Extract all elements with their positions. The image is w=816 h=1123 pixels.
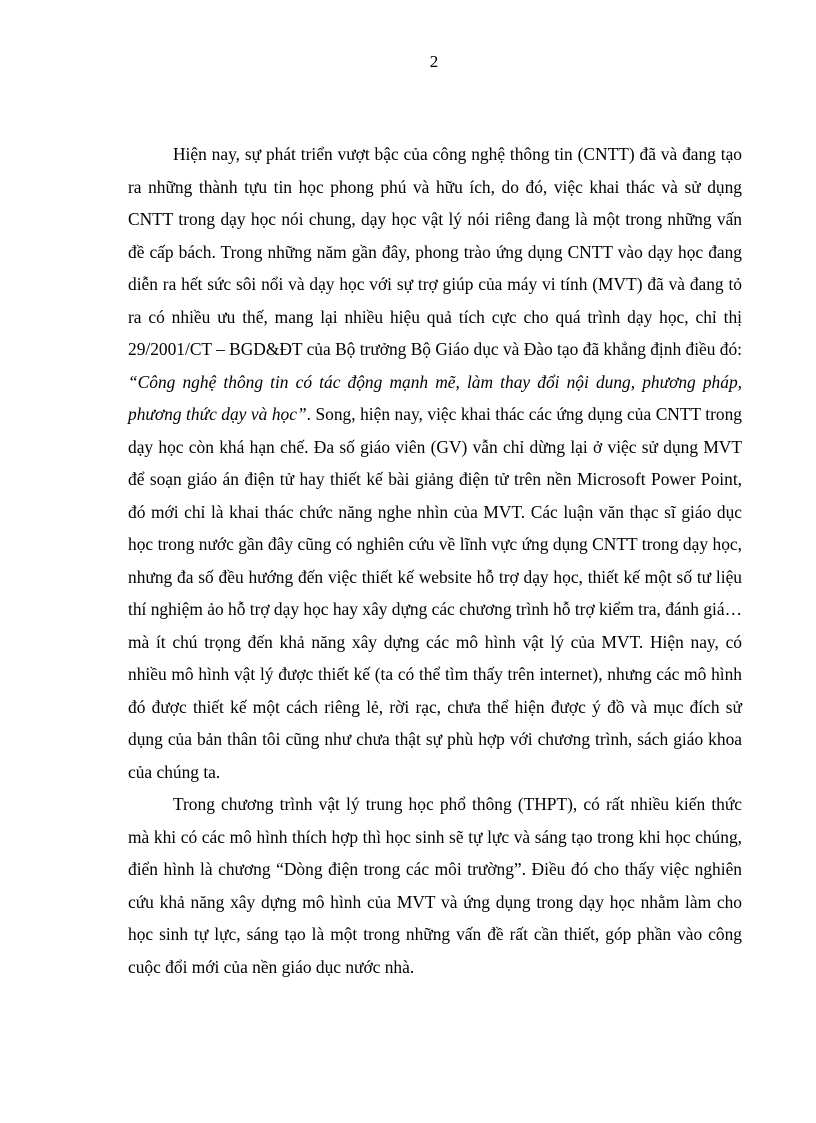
- paragraph-curriculum: Trong chương trình vật lý trung học phổ thông (THPT), có rất nhiều kiến thức mà khi có các mô hình thích hợp thì học sinh sẽ tự lực và sáng tạo trong khi học chúng, điển hình là chương “Dòng điện trong các môi trường”. Điều đó cho thấy việc nghiên cứu khả năng xây dựng mô hình của MVT và ứng dụng trong dạy học nhằm làm cho học sinh tự lực, sáng tạo là một trong những vấn đề rất cần thiết, góp phần vào công cuộc đổi mới của nền giáo dục nước nhà.: [128, 794, 742, 977]
- paragraph-introduction-text-after-quote: . Song, hiện nay, việc khai thác các ứng dụng của CNTT trong dạy học còn khá hạn chế. Đa số giáo viên (GV) vẫn chỉ dừng lại ở việc sử dụng MVT để soạn giáo án điện tử hay thiết kế bài giảng điện tử trên nền Microsoft Power Point, đó mới chỉ là khai thác chức năng nghe nhìn của MVT. Các luận văn thạc sĩ giáo dục học trong nước gần đây cũng có nghiên cứu về lĩnh vực ứng dụng CNTT trong dạy học, nhưng đa số đều hướng đến việc thiết kế website hỗ trợ dạy học, thiết kế một số tư liệu thí nghiệm ảo hỗ trợ dạy học hay xây dựng các chương trình hỗ trợ kiểm tra, đánh giá…mà ít chú trọng đến khả năng xây dựng các mô hình vật lý của MVT. Hiện nay, có nhiều mô hình vật lý được thiết kế (ta có thể tìm thấy trên internet), nhưng các mô hình đó được thiết kế một cách riêng lẻ, rời rạc, chưa thể hiện được ý đồ và mục đích sử dụng của bản thân tôi cũng như chưa thật sự phù hợp với chương trình, sách giáo khoa của chúng ta.: [128, 404, 742, 782]
- body-text: [128, 138, 742, 983]
- paragraph-introduction: [128, 138, 742, 788]
- directive-quote: “Công nghệ thông tin có tác động mạnh mẽ, làm thay đổi nội dung, phương pháp, phương thức dạy và học”: [128, 371, 742, 424]
- paragraph-introduction-text-before-quote: Hiện nay, sự phát triển vượt bậc của công nghệ thông tin (CNTT) đã và đang tạo ra những thành tựu tin học phong phú và hữu ích, do đó, việc khai thác và sử dụng CNTT trong dạy học nói chung, dạy học vật lý nói riêng đang là một trong những vấn đề cấp bách. Trong những năm gần đây, phong trào ứng dụng CNTT vào dạy học đang diễn ra hết sức sôi nổi và dạy học với sự trợ giúp của máy vi tính (MVT) đã và đang tỏ ra có nhiều ưu thế, mang lại nhiều hiệu quả tích cực cho quá trình dạy học, chỉ thị 29/2001/CT – BGD&ĐT của Bộ trưởng Bộ Giáo dục và Đào tạo đã khẳng định điều đó:: [128, 144, 743, 359]
- page-number: 2: [429, 52, 439, 71]
